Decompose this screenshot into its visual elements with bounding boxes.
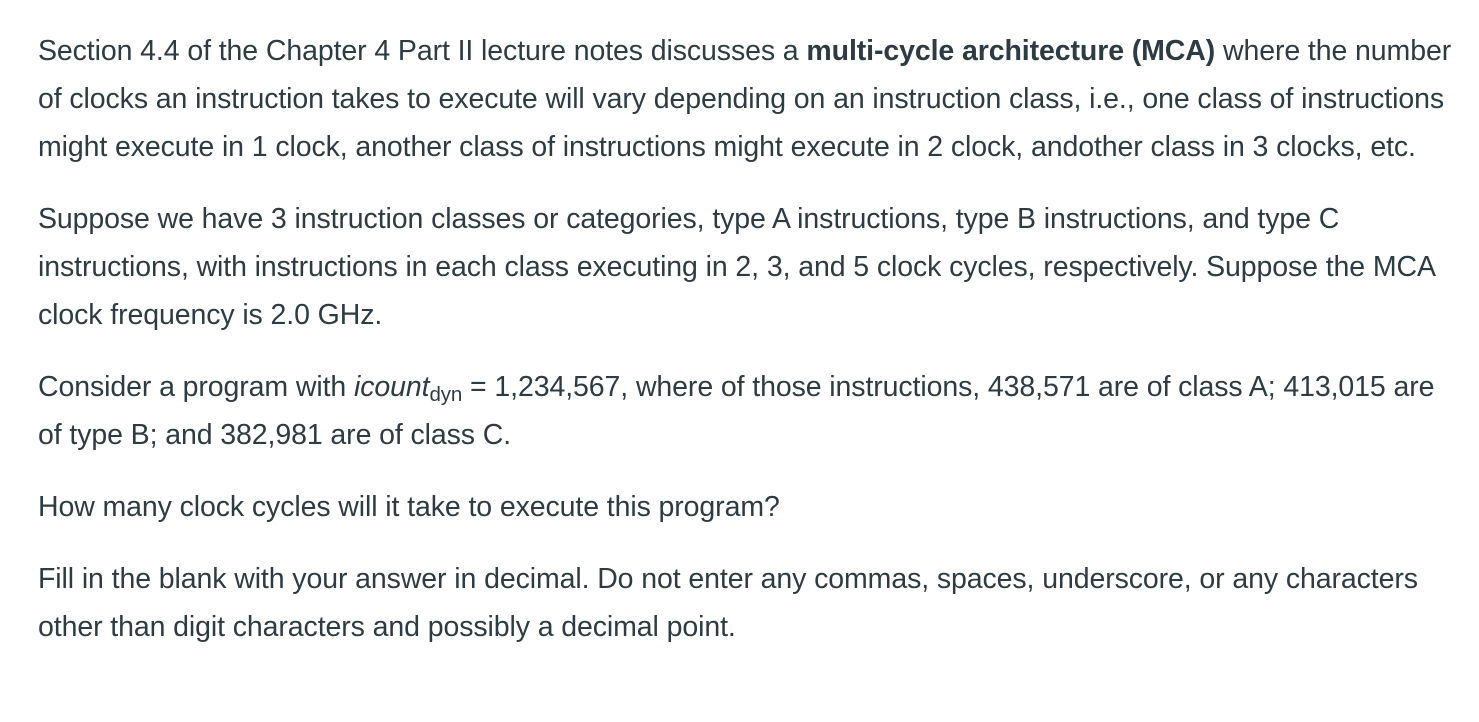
paragraph-instruction-classes: Suppose we have 3 instruction classes or categories, type A instructions, type B instructions, and type C instructions, with instructions in each class executing in 2, 3, and 5 clock cycles, respectively. Suppose the MCA clock frequency is 2.0 GHz. <box>38 203 1435 331</box>
paragraph-question: How many clock cycles will it take to execute this program? <box>38 491 780 523</box>
mca-term: multi-cycle architecture (MCA) <box>806 35 1216 67</box>
paragraph-intro <box>38 27 1458 171</box>
question-text <box>38 27 1458 651</box>
program-text-before: Consider a program with <box>38 371 354 403</box>
paragraph-instructions: Fill in the blank with your answer in decimal. Do not enter any commas, spaces, underscore, or any characters other than digit characters and possibly a decimal point. <box>38 563 1418 643</box>
icount-variable: icount <box>354 371 430 403</box>
icount-subscript: dyn <box>429 383 463 407</box>
program-text-after: = 1,234,567, where of those instructions, 438,571 are of class A; 413,015 are of type B; and 382,981 are of class C. <box>38 371 1435 451</box>
intro-text-before: Section 4.4 of the Chapter 4 Part II lecture notes discusses a <box>38 35 807 67</box>
intro-text-after: where the number of clocks an instruction takes to execute will vary depending on an instruction class, i.e., one class of instructions might execute in 1 clock, another class of instructions might execute in 2 clock, andother class in 3 clocks, etc. <box>38 35 1452 163</box>
paragraph-program <box>38 363 1458 459</box>
